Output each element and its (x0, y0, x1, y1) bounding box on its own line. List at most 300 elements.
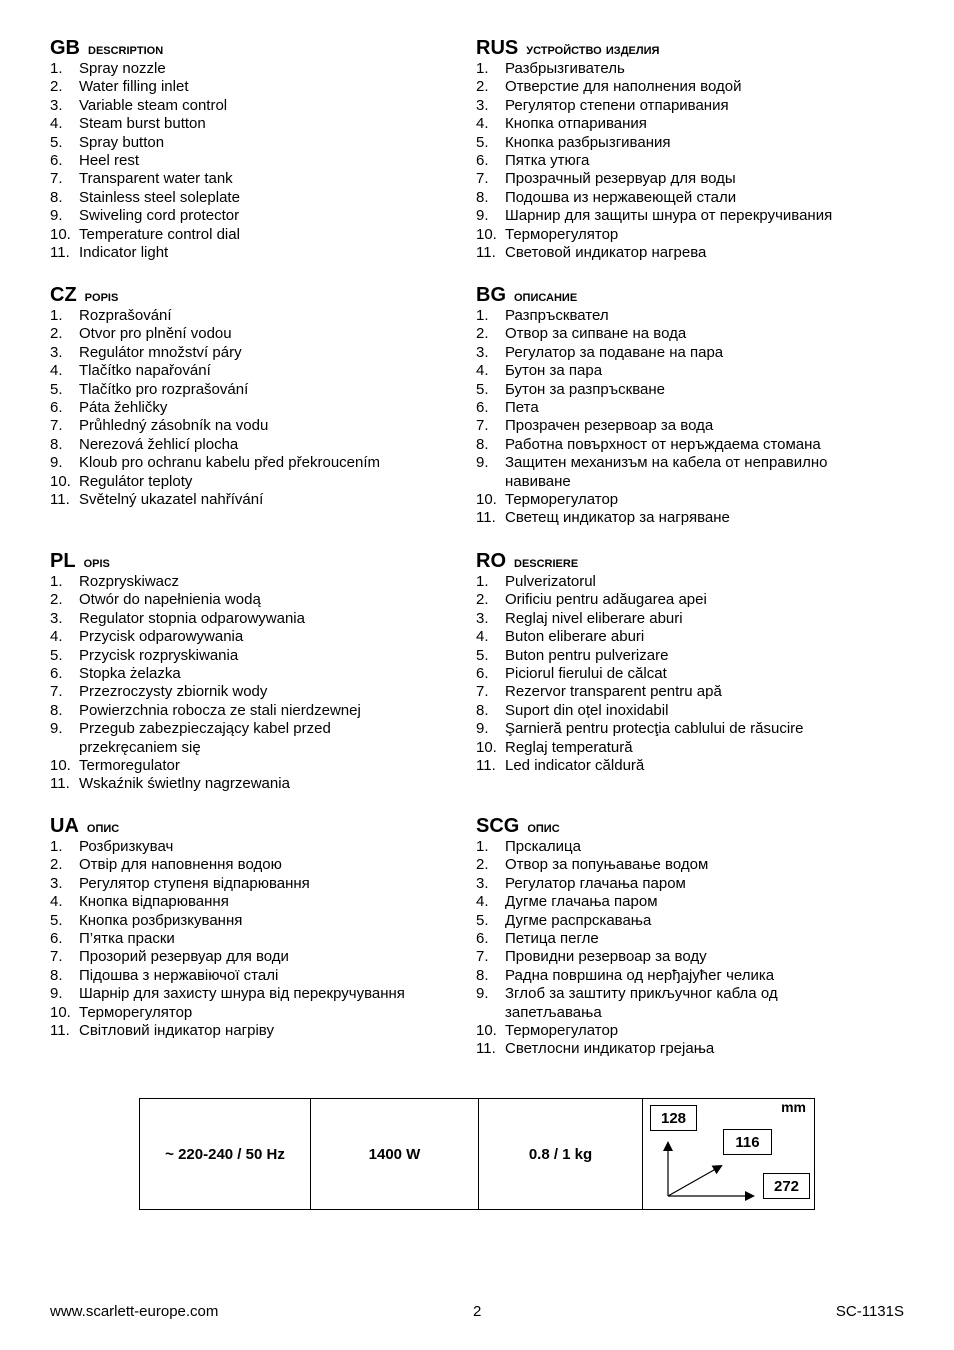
item-number: 3. (50, 343, 63, 361)
item-number: 1. (476, 573, 489, 590)
item-number: 4. (476, 362, 489, 380)
item-text: Регулатор глачања паром (505, 874, 686, 892)
section-heading (476, 283, 916, 307)
item-number: 4. (476, 893, 489, 911)
section-ua (50, 814, 490, 1040)
item-text: Nerezová žehlicí plocha (79, 435, 239, 453)
section-subtitle: description (88, 41, 164, 58)
list-item (50, 399, 490, 417)
item-number: 8. (476, 435, 489, 453)
item-text: Петица пегле (505, 930, 599, 948)
parts-list (50, 573, 490, 794)
item-text: Rezervor transparent pentru apă (505, 683, 722, 701)
list-item (50, 610, 490, 628)
list-item (476, 948, 916, 966)
list-item (476, 115, 916, 133)
section-heading (50, 814, 490, 838)
dimension-height: 128 (650, 1105, 697, 1131)
item-number: 11. (50, 244, 70, 262)
list-item (476, 491, 916, 509)
list-item (50, 417, 490, 435)
item-number: 7. (476, 948, 489, 966)
language-code: GB (50, 37, 80, 59)
spec-voltage-cell (140, 1099, 311, 1209)
item-text: Регулятор степени отпаривания (505, 96, 729, 114)
list-item (50, 362, 490, 380)
section-subtitle: устройство изделия (526, 41, 660, 58)
list-item (50, 134, 490, 152)
section-heading (50, 549, 490, 573)
section-heading (50, 36, 490, 60)
list-item (50, 189, 490, 207)
spec-voltage: ~ 220-240 / 50 Hz (165, 1145, 285, 1163)
item-number: 5. (476, 646, 489, 664)
list-item (476, 893, 916, 911)
list-item (50, 875, 490, 893)
item-text: Зглоб за заштиту прикључног кабла од запетљавања (505, 985, 778, 1021)
item-text: Led indicator căldură (505, 757, 645, 775)
item-number: 5. (476, 911, 489, 929)
dimension-length: 272 (763, 1173, 810, 1199)
list-item (50, 647, 490, 665)
parts-list (50, 307, 490, 509)
list-item (50, 60, 490, 78)
list-item (50, 591, 490, 609)
item-number: 2. (50, 78, 63, 96)
item-text: Прозрачный резервуар для воды (505, 170, 736, 188)
item-number: 2. (476, 591, 489, 609)
item-number: 6. (50, 665, 63, 683)
list-item (50, 893, 490, 911)
item-number: 1. (476, 60, 489, 77)
list-item (50, 573, 490, 591)
item-text: Şarnieră pentru protecţia cablului de răsucire (505, 720, 804, 738)
item-text: Buton eliberare aburi (505, 628, 645, 646)
item-text: Piciorul fierului de călcat (505, 665, 667, 683)
section-subtitle: описание (514, 288, 578, 305)
item-number: 6. (476, 665, 489, 683)
list-item (476, 78, 916, 96)
item-number: 2. (476, 78, 489, 96)
list-item (476, 573, 916, 591)
list-item (476, 152, 916, 170)
language-code: PL (50, 550, 76, 572)
footer-website: www.scarlett-europe.com (50, 1303, 219, 1320)
item-text: Пета (505, 399, 539, 417)
item-text: Шарнір для захисту шнура від перекручування (79, 985, 405, 1003)
item-number: 9. (50, 454, 63, 472)
item-number: 4. (50, 893, 63, 911)
item-text: Подошва из нержавеющей стали (505, 188, 737, 206)
item-text: Светлосни индикатор грејања (505, 1040, 715, 1058)
item-number: 5. (50, 911, 63, 929)
item-number: 11. (50, 775, 70, 793)
parts-list (476, 838, 916, 1059)
list-item (476, 985, 805, 1022)
item-number: 3. (50, 609, 63, 627)
list-item (476, 739, 916, 757)
item-text: Světelný ukazatel nahřívání (79, 491, 264, 509)
item-number: 2. (50, 325, 63, 343)
item-text: Indicator light (79, 244, 169, 262)
language-code: CZ (50, 284, 77, 306)
footer-model: SC-1131S (835, 1303, 904, 1320)
list-item (50, 226, 490, 244)
list-item (476, 60, 916, 78)
list-item (476, 362, 916, 380)
list-item (476, 189, 916, 207)
section-heading (476, 549, 916, 573)
item-text: Разбрызгиватель (505, 60, 625, 77)
section-scg (476, 814, 916, 1059)
item-text: Spray nozzle (79, 60, 166, 77)
spec-weight: 0.8 / 1 kg (528, 1145, 593, 1163)
item-number: 11. (476, 509, 496, 527)
list-item (50, 912, 490, 930)
section-gb (50, 36, 490, 262)
item-number: 10. (50, 472, 71, 490)
list-item (476, 344, 916, 362)
section-rus (476, 36, 916, 262)
item-number: 11. (476, 244, 496, 262)
item-text: Transparent water tank (79, 170, 233, 188)
item-number: 9. (50, 720, 63, 738)
item-number: 1. (476, 307, 489, 324)
item-text: Дугме распрскавања (505, 911, 652, 929)
item-text: Кнопка разбрызгивания (505, 133, 671, 151)
spec-dimensions-cell (643, 1099, 814, 1209)
item-text: Regulátor množství páry (79, 343, 242, 361)
item-number: 8. (476, 701, 489, 719)
item-text: Терморегулятор (505, 225, 619, 243)
list-item (50, 985, 490, 1003)
list-item (476, 856, 916, 874)
item-text: Шарнир для защиты шнура от перекручивания (505, 207, 833, 225)
item-text: Бутон за разпръскване (505, 380, 665, 398)
item-number: 3. (476, 343, 489, 361)
list-item (476, 628, 916, 646)
item-number: 4. (50, 628, 63, 646)
item-text: Průhledný zásobník na vodu (79, 417, 269, 435)
item-text: Regulator stopnia odparowywania (79, 609, 305, 627)
item-text: Przegub zabezpieczający kabel przed przekręcaniem się (79, 720, 331, 756)
list-item (50, 838, 490, 856)
item-number: 7. (50, 948, 63, 966)
item-text: Otvor pro plnění vodou (79, 325, 232, 343)
item-number: 3. (476, 96, 489, 114)
item-number: 10. (476, 1022, 497, 1040)
language-code: UA (50, 815, 79, 837)
list-item (50, 1022, 490, 1040)
item-number: 1. (50, 573, 63, 590)
item-text: Heel rest (79, 152, 140, 170)
dimensions-unit: mm (781, 1099, 806, 1115)
item-number: 3. (476, 874, 489, 892)
item-number: 1. (50, 307, 63, 324)
item-text: Светещ индикатор за нагряване (505, 509, 730, 527)
item-text: Przycisk odparowywania (79, 628, 244, 646)
item-number: 10. (476, 225, 497, 243)
item-text: Pulverizatorul (505, 573, 596, 590)
section-subtitle: опис (527, 819, 560, 836)
list-item (50, 244, 490, 262)
spec-power: 1400 W (368, 1145, 421, 1163)
item-number: 9. (50, 207, 63, 225)
item-number: 9. (50, 985, 63, 1003)
item-number: 4. (50, 362, 63, 380)
item-number: 7. (476, 417, 489, 435)
item-number: 7. (50, 683, 63, 701)
item-text: Провидни резервоар за воду (505, 948, 707, 966)
item-number: 8. (50, 188, 63, 206)
item-text: Rozpryskiwacz (79, 573, 180, 590)
item-text: Swiveling cord protector (79, 207, 240, 225)
item-text: Кнопка відпарювання (79, 893, 229, 911)
list-item (476, 207, 916, 225)
list-item (476, 399, 916, 417)
item-number: 9. (476, 985, 489, 1003)
list-item (50, 307, 490, 325)
item-number: 9. (476, 720, 489, 738)
item-text: Wskaźnik świetlny nagrzewania (79, 775, 290, 793)
footer-page-number: 2 (473, 1303, 482, 1320)
item-text: Przycisk rozpryskiwania (79, 646, 239, 664)
parts-list (50, 838, 490, 1040)
list-item (50, 207, 490, 225)
list-item (476, 665, 916, 683)
section-heading (476, 814, 916, 838)
item-number: 6. (50, 399, 63, 417)
item-number: 6. (50, 930, 63, 948)
language-code: SCG (476, 815, 520, 837)
item-text: Разпръсквател (505, 307, 609, 324)
list-item (50, 436, 490, 454)
item-text: Otwór do napełnienia wodą (79, 591, 261, 609)
item-text: Підошва з нержавіючої сталі (79, 966, 279, 984)
list-item (476, 307, 916, 325)
section-bg (476, 283, 916, 528)
language-code: BG (476, 284, 506, 306)
item-number: 5. (50, 646, 63, 664)
list-item (476, 436, 916, 454)
item-number: 11. (50, 1022, 70, 1040)
list-item (476, 591, 916, 609)
item-number: 8. (50, 966, 63, 984)
section-ro (476, 549, 916, 775)
item-number: 10. (476, 738, 497, 756)
item-text: П’ятка праски (79, 930, 175, 948)
item-number: 2. (476, 325, 489, 343)
list-item (50, 454, 490, 472)
item-number: 2. (50, 591, 63, 609)
list-item (476, 875, 916, 893)
item-text: Отвор за попуњавање водом (505, 856, 709, 874)
item-number: 2. (50, 856, 63, 874)
item-text: Отвір для наповнення водою (79, 856, 282, 874)
list-item (50, 702, 490, 720)
item-text: Кнопка розбризкування (79, 911, 243, 929)
list-item (50, 97, 490, 115)
parts-list (50, 60, 490, 262)
list-item (50, 170, 490, 188)
list-item (476, 930, 916, 948)
list-item (476, 1040, 916, 1058)
item-text: Прскалица (505, 838, 581, 855)
item-text: Терморегулятор (79, 1003, 193, 1021)
section-cz (50, 283, 490, 509)
item-text: Регулатор за подаване на пара (505, 343, 724, 361)
item-text: Световой индикатор нагрева (505, 244, 707, 262)
item-number: 5. (50, 133, 63, 151)
parts-list (476, 307, 916, 528)
item-text: Buton pentru pulverizare (505, 646, 669, 664)
list-item (50, 665, 490, 683)
section-heading (476, 36, 916, 60)
list-item (476, 683, 916, 701)
list-item (476, 757, 916, 775)
list-item (50, 473, 490, 491)
item-text: Кнопка отпаривания (505, 115, 647, 133)
item-text: Regulátor teploty (79, 472, 193, 490)
item-text: Páta žehličky (79, 399, 168, 417)
dimension-width: 116 (723, 1129, 772, 1155)
item-text: Терморегулатор (505, 491, 619, 509)
section-subtitle: popis (84, 288, 119, 305)
list-item (50, 491, 490, 509)
item-number: 10. (50, 757, 71, 775)
section-subtitle: descriere (514, 554, 579, 571)
item-text: Stopka żelazka (79, 665, 181, 683)
item-number: 1. (50, 60, 63, 77)
list-item (50, 720, 369, 757)
list-item (476, 838, 916, 856)
list-item (476, 244, 916, 262)
list-item (50, 115, 490, 133)
item-number: 3. (50, 96, 63, 114)
list-item (476, 226, 916, 244)
list-item (476, 134, 916, 152)
item-text: Tlačítko pro rozprašování (79, 380, 249, 398)
item-text: Przezroczysty zbiornik wody (79, 683, 268, 701)
item-text: Orificiu pentru adăugarea apei (505, 591, 707, 609)
item-text: Spray button (79, 133, 165, 151)
item-text: Tlačítko napařování (79, 362, 211, 380)
item-number: 6. (50, 152, 63, 170)
item-number: 10. (50, 1003, 71, 1021)
list-item (50, 152, 490, 170)
item-number: 8. (476, 966, 489, 984)
item-text: Termoregulator (79, 757, 180, 775)
list-item (476, 509, 916, 527)
item-text: Регулятор ступеня відпарювання (79, 874, 310, 892)
item-text: Steam burst button (79, 115, 206, 133)
list-item (50, 1004, 490, 1022)
item-text: Отвор за сипване на вода (505, 325, 687, 343)
item-number: 7. (476, 683, 489, 701)
item-text: Радна површина од нерђајућег челика (505, 966, 775, 984)
section-pl (50, 549, 490, 794)
item-number: 8. (50, 701, 63, 719)
list-item (50, 967, 490, 985)
item-number: 7. (50, 170, 63, 188)
list-item (50, 381, 490, 399)
item-number: 11. (476, 1040, 496, 1058)
list-item (476, 454, 885, 491)
language-code: RUS (476, 37, 519, 59)
spec-power-cell (311, 1099, 479, 1209)
item-number: 2. (476, 856, 489, 874)
list-item (50, 344, 490, 362)
list-item (476, 1022, 916, 1040)
item-number: 5. (476, 380, 489, 398)
list-item (476, 97, 916, 115)
item-text: Reglaj temperatură (505, 738, 633, 756)
item-number: 9. (476, 454, 489, 472)
item-number: 9. (476, 207, 489, 225)
item-number: 6. (476, 930, 489, 948)
item-text: Работна повърхност от неръждаема стомана (505, 435, 821, 453)
item-number: 6. (476, 399, 489, 417)
list-item (50, 683, 490, 701)
item-number: 10. (50, 225, 71, 243)
language-code: RO (476, 550, 506, 572)
item-number: 5. (50, 380, 63, 398)
item-number: 4. (476, 115, 489, 133)
item-text: Water filling inlet (79, 78, 189, 96)
item-text: Temperature control dial (79, 225, 240, 243)
list-item (50, 948, 490, 966)
item-number: 11. (476, 757, 496, 775)
item-number: 6. (476, 152, 489, 170)
item-number: 3. (50, 874, 63, 892)
list-item (50, 757, 490, 775)
item-number: 11. (50, 491, 70, 509)
item-text: Бутон за пара (505, 362, 603, 380)
item-number: 1. (50, 838, 63, 855)
list-item (50, 628, 490, 646)
item-text: Дугме глачања паром (505, 893, 658, 911)
spec-weight-cell (479, 1099, 643, 1209)
list-item (50, 325, 490, 343)
item-number: 1. (476, 838, 489, 855)
specs-table (139, 1098, 815, 1210)
item-number: 4. (50, 115, 63, 133)
item-text: Прозорий резервуар для води (79, 948, 289, 966)
list-item (476, 702, 916, 720)
list-item (50, 78, 490, 96)
item-text: Stainless steel soleplate (79, 188, 240, 206)
list-item (476, 381, 916, 399)
item-text: Rozprašování (79, 307, 172, 324)
item-number: 7. (50, 417, 63, 435)
list-item (50, 856, 490, 874)
item-number: 4. (476, 628, 489, 646)
item-text: Kloub pro ochranu kabelu před překroucením (79, 454, 381, 472)
item-text: Прозрачен резервоар за вода (505, 417, 714, 435)
list-item (476, 720, 916, 738)
item-text: Suport din oțel inoxidabil (505, 701, 669, 719)
list-item (476, 967, 916, 985)
item-number: 7. (476, 170, 489, 188)
item-number: 3. (476, 609, 489, 627)
parts-list (476, 573, 916, 775)
item-number: 10. (476, 491, 497, 509)
list-item (476, 170, 916, 188)
section-heading (50, 283, 490, 307)
item-number: 5. (476, 133, 489, 151)
list-item (476, 610, 916, 628)
list-item (50, 775, 490, 793)
